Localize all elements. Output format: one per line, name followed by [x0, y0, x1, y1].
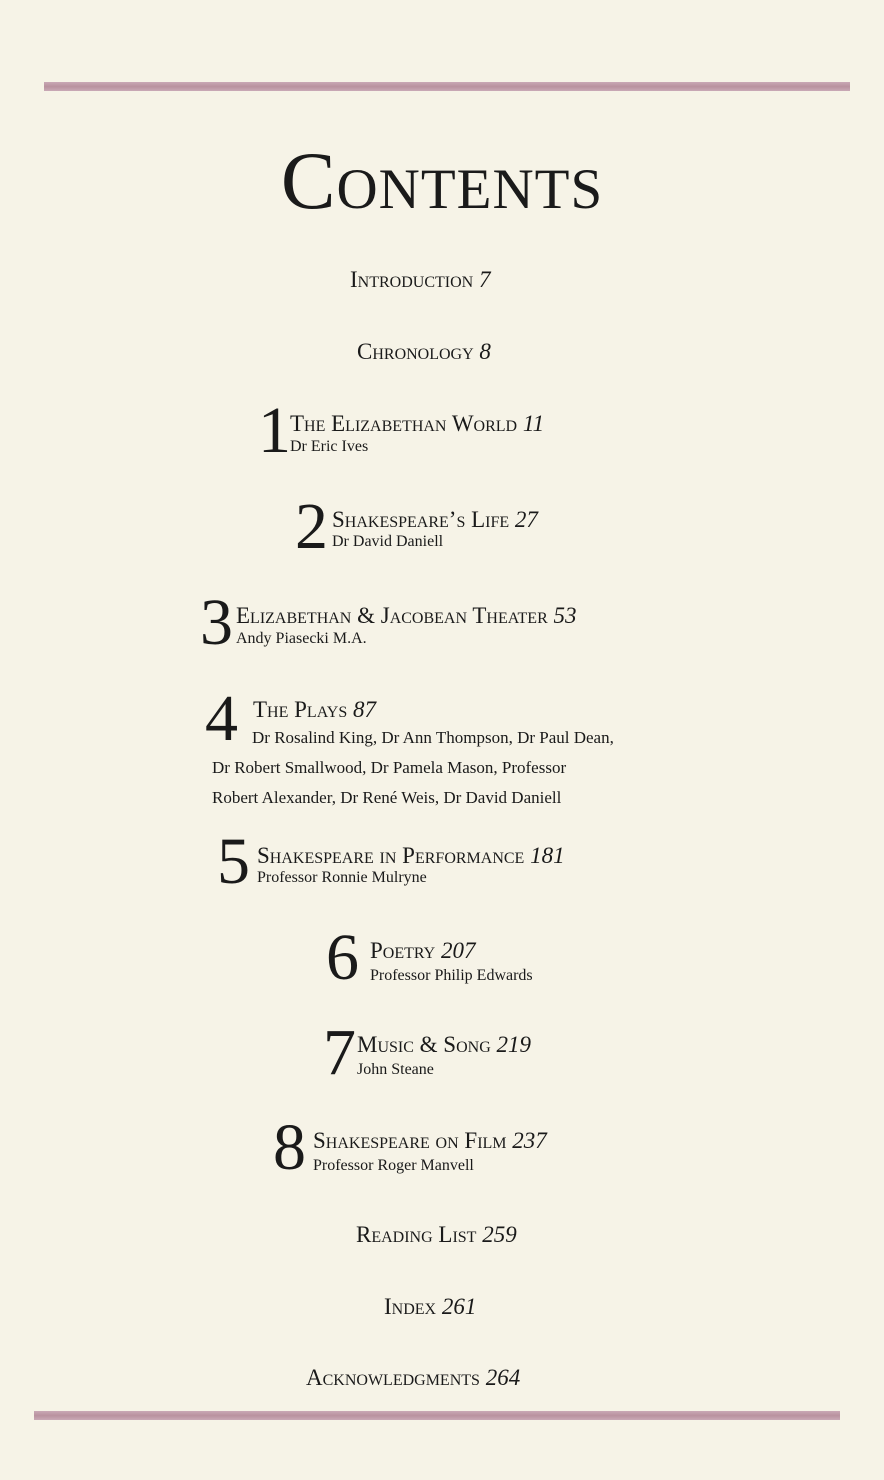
chapter-page: 11 [522, 411, 545, 436]
entry-page: 264 [485, 1365, 521, 1390]
chapter-title [236, 604, 577, 627]
chapter-title [370, 939, 476, 962]
chapter-title-text: The Plays [253, 697, 348, 722]
entry-page: 261 [441, 1294, 477, 1319]
toc-entry-index[interactable] [384, 1294, 476, 1320]
toc-entry-reading-list[interactable] [356, 1222, 517, 1248]
chapter-number: 4 [205, 682, 238, 755]
chapter-number: 6 [326, 921, 359, 994]
entry-page: 259 [482, 1222, 517, 1247]
entry-title: Reading List [356, 1222, 477, 1247]
chapter-page: 181 [530, 843, 565, 868]
chapter-page: 237 [512, 1128, 547, 1153]
toc-entry-introduction[interactable] [350, 267, 490, 293]
chapter-title [290, 412, 544, 435]
chapter-page: 219 [496, 1032, 531, 1057]
chapter-title-text: Shakespeare’s Life [332, 507, 510, 532]
chapter-page: 207 [441, 938, 476, 963]
chapter-number: 7 [323, 1016, 356, 1089]
toc-entry-acknowledgments[interactable] [306, 1365, 520, 1391]
entry-title: Introduction [350, 267, 474, 292]
chapter-title-text: Shakespeare on Film [313, 1128, 507, 1153]
chapter-authors: Dr Eric Ives [290, 438, 369, 455]
chapter-number: 8 [273, 1111, 306, 1184]
chapter-title [313, 1129, 547, 1152]
chapter-title [357, 1033, 531, 1056]
entry-title: Index [384, 1294, 437, 1319]
chapter-authors: Andy Piasecki M.A. [236, 630, 367, 647]
chapter-title-text: Poetry [370, 938, 436, 963]
chapter-authors-line-3: Robert Alexander, Dr René Weis, Dr David Daniell [212, 788, 562, 807]
chapter-authors: Professor Ronnie Mulryne [257, 869, 427, 886]
chapter-authors: Professor Roger Manvell [313, 1157, 474, 1174]
chapter-number: 5 [217, 825, 250, 898]
entry-title: Chronology [357, 339, 474, 364]
toc-entry-chronology[interactable] [357, 339, 491, 365]
chapter-title [257, 844, 565, 867]
chapter-title [332, 508, 538, 531]
chapter-title-text: Elizabethan & Jacobean Theater [236, 603, 548, 628]
entry-page: 8 [479, 339, 491, 364]
chapter-title-text: Music & Song [357, 1032, 491, 1057]
chapter-authors: John Steane [357, 1061, 434, 1078]
chapter-title [253, 698, 376, 721]
chapter-number: 2 [295, 490, 328, 563]
chapter-page: 87 [352, 697, 376, 722]
chapter-page: 53 [553, 603, 577, 628]
entry-page: 7 [478, 267, 491, 292]
top-decorative-rule [44, 82, 850, 91]
page-title: Contents [280, 135, 604, 226]
chapter-title-text: Shakespeare in Performance [257, 843, 525, 868]
chapter-authors-line-1: Dr Rosalind King, Dr Ann Thompson, Dr Paul Dean, [252, 728, 614, 747]
chapter-page: 27 [514, 507, 538, 532]
chapter-authors-line-2: Dr Robert Smallwood, Dr Pamela Mason, Professor [212, 758, 567, 777]
chapter-authors: Dr David Daniell [332, 533, 444, 550]
chapter-title-text: The Elizabethan World [290, 411, 518, 436]
chapter-number: 1 [258, 394, 291, 467]
bottom-decorative-rule [34, 1411, 840, 1420]
entry-title: Acknowledgments [306, 1365, 480, 1390]
chapter-number: 3 [200, 586, 233, 659]
chapter-authors: Professor Philip Edwards [370, 967, 533, 984]
